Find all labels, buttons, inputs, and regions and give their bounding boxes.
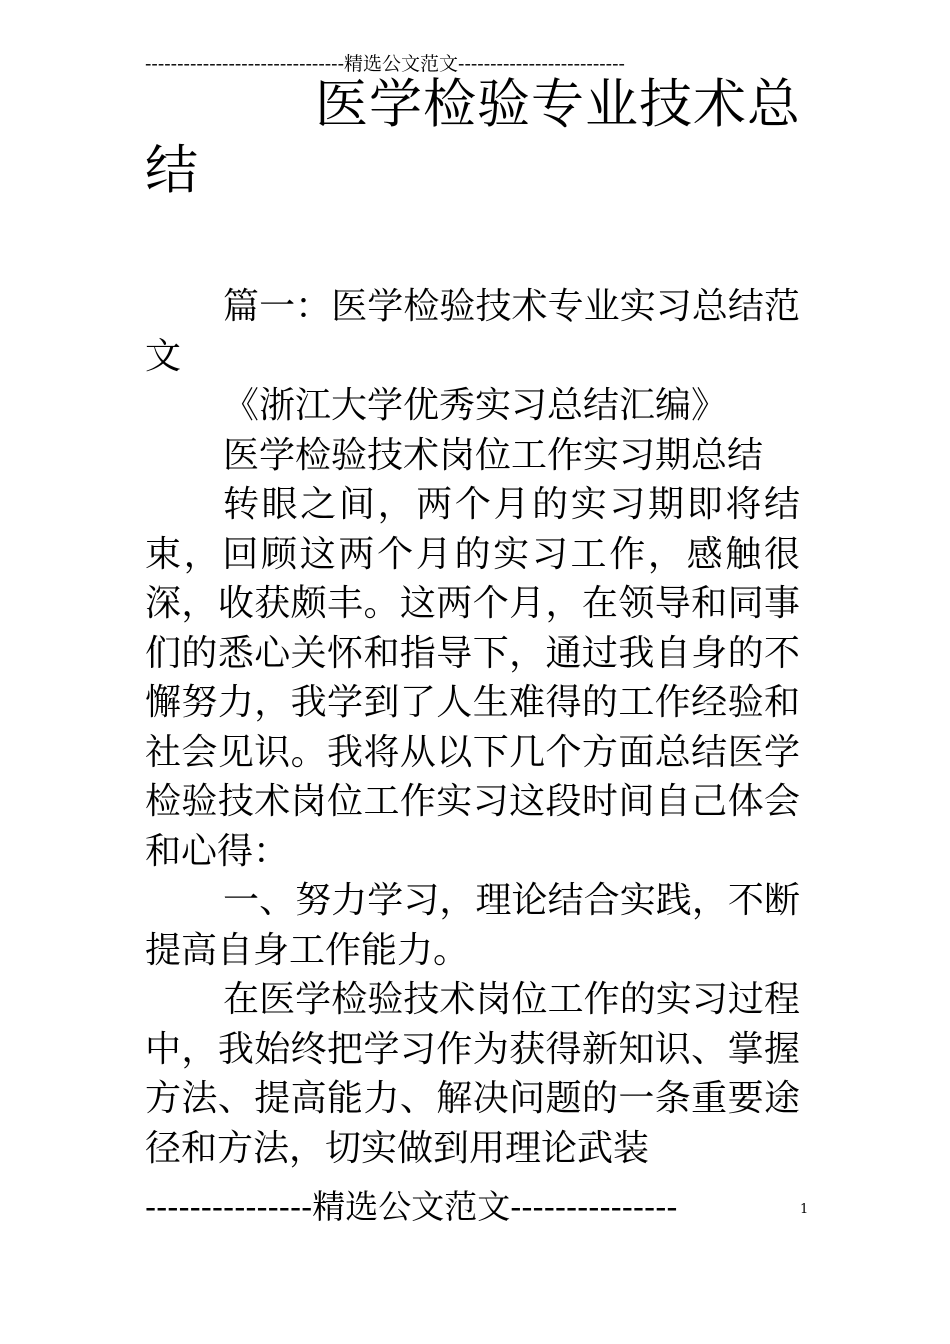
document-title: 医学检验专业技术总结 (145, 74, 801, 201)
paragraph-source: 《浙江大学优秀实习总结汇编》 (223, 385, 728, 426)
paragraph-point-one: 一、努力学习，理论结合实践，不断提高自身工作能力。 (145, 880, 800, 971)
paragraph-point-one-body: 在医学检验技术岗位工作的实习过程中，我始终把学习作为获得新知识、掌握方法、提高能力、解决问题的一条重要途径和方法，切实做到用理论武装 (145, 979, 800, 1169)
paragraph-subtitle: 医学检验技术岗位工作实习期总结 (223, 434, 764, 476)
paragraph-intro: 转眼之间，两个月的实习期即将结束，回顾这两个月的实习工作，感触很深，收获颇丰。这两个月，在领导和同事们的悉心关怀和指导下，通过我自身的不懈努力，我学到了人生难得的工作经验和社会见识。我将从以下几个方面总结医学检验技术岗位工作实习这段时间自己体会和心得： (145, 484, 800, 872)
page-footer: ---------------精选公文范文--------------- (145, 1187, 678, 1226)
page-header: -------------------------------精选公文范文-------------------------- (145, 53, 625, 75)
page-number: 1 (800, 1202, 809, 1217)
paragraph-section-heading: 篇一：医学检验技术专业实习总结范文 (145, 286, 800, 377)
document-body (145, 282, 800, 1173)
